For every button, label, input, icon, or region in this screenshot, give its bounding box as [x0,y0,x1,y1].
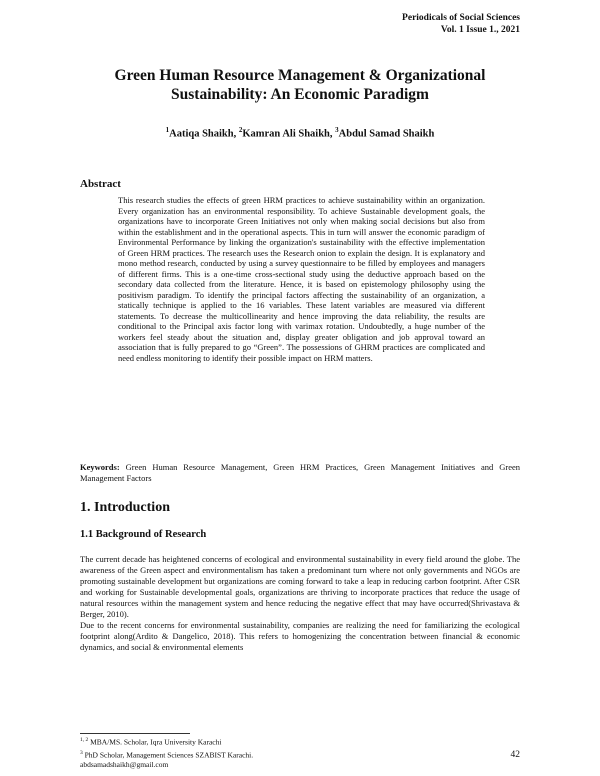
journal-name: Periodicals of Social Sciences [402,13,520,23]
paper-title: Green Human Resource Management & Organizational Sustainability: An Economic Paradigm [114,67,486,103]
footnote-2-text: PhD Scholar, Management Sciences SZABIST Karachi. [84,750,254,759]
abstract-heading: Abstract [80,178,121,190]
author-2: Kamran Ali Shaikh, [242,128,333,140]
footnotes [80,735,253,770]
footnote-1 [80,735,253,748]
footnote-divider [80,733,190,734]
author-1: Aatiqa Shaikh, [169,128,237,140]
section-heading: 1. Introduction [80,500,170,515]
paragraph: The current decade has heightened concerns of ecological and environmental sustainability in every field around the globe. The awareness of the Green aspect and environmentalism has taken a predominant turn where not only governments and NGOs are promoting sustainable development but organizations are coming forward to take a leap in reducing carbon footprint. After CSR and working for Sustainable developmental goals, organizations are thriving to incorporate practices that reduce the usage of natural resources within the management system and hence reducing the negative effect that may have occurred(Shrivastava & Berger, 2010). [80,554,520,619]
author-email: abdsamadshaikh@gmail.com [80,760,169,769]
author-2-marker: 2 [238,126,243,134]
introduction-body [80,554,520,653]
keywords-text: Green Human Resource Management, Green HRM Practices, Green Management Initiatives and Green Management Factors [80,462,521,483]
journal-issue: Vol. 1 Issue 1., 2021 [440,25,520,35]
footnote-1-text: MBA/MS. Scholar, Iqra University Karachi [90,737,222,747]
subsection-heading: 1.1 Background of Research [80,529,207,540]
author-3: Abdul Samad Shaikh [338,128,435,140]
footnote-2 [80,748,253,761]
abstract-text: This research studies the effects of green HRM practices to achieve sustainability within an organization. Every organization has an environmental responsibility. To achieve Sustainable development goals, the organizations have to incorporate Green Initiatives not only when making social decisions but also from within the establishment and in the operational aspects. This in turn will answer the economic paradigm of Environmental Performance by linking the organization's sustainability with the effective implementation of Green HRM practices. The research uses the Research onion to explain the design. It is explanatory and mono method research, conducted by using a survey questionnaire to be filled by employees and managers of different firms. This is a one-time cross-sectional study using the deductive approach based on the secondary data collected from the literature. Hence, it is based on epistemology philosophy using the positivism paradigm. To identify the principal factors affecting the sustainability of an organization, a statically technique is applied to the 16 variables. These latent variables are measured via different statements. To decrease the multicollinearity and hence improving the data reliability, the results are conditional to the Principal axis factor long with varimax rotation. Undoubtedly, a huge number of the workers feel steady about the situation and, display greater obligation and job approval toward an association that is fully prepared to go “Green”. The possessions of GHRM practices are complicated and need endless monitoring to identify their possible impact on HRM matters. [118,195,485,363]
paragraph: Due to the recent concerns for environmental sustainability, companies are realizing the need for familiarizing the ecological footprint along(Ardito & Dangelico, 2018). This refers to homogenizing the concentration between financial & economic dynamics, and social & environmental elements [80,620,520,652]
page-number: 42 [510,750,520,760]
journal-header [402,12,520,36]
author-line [70,126,530,140]
author-3-marker: 3 [335,126,339,134]
author-1-marker: 1 [165,126,170,134]
keywords-label: Keywords: [80,462,120,472]
footnote-1-marker: 1, 2 [80,737,89,743]
footnote-2-marker: 3 [80,749,83,756]
keywords [80,462,520,484]
